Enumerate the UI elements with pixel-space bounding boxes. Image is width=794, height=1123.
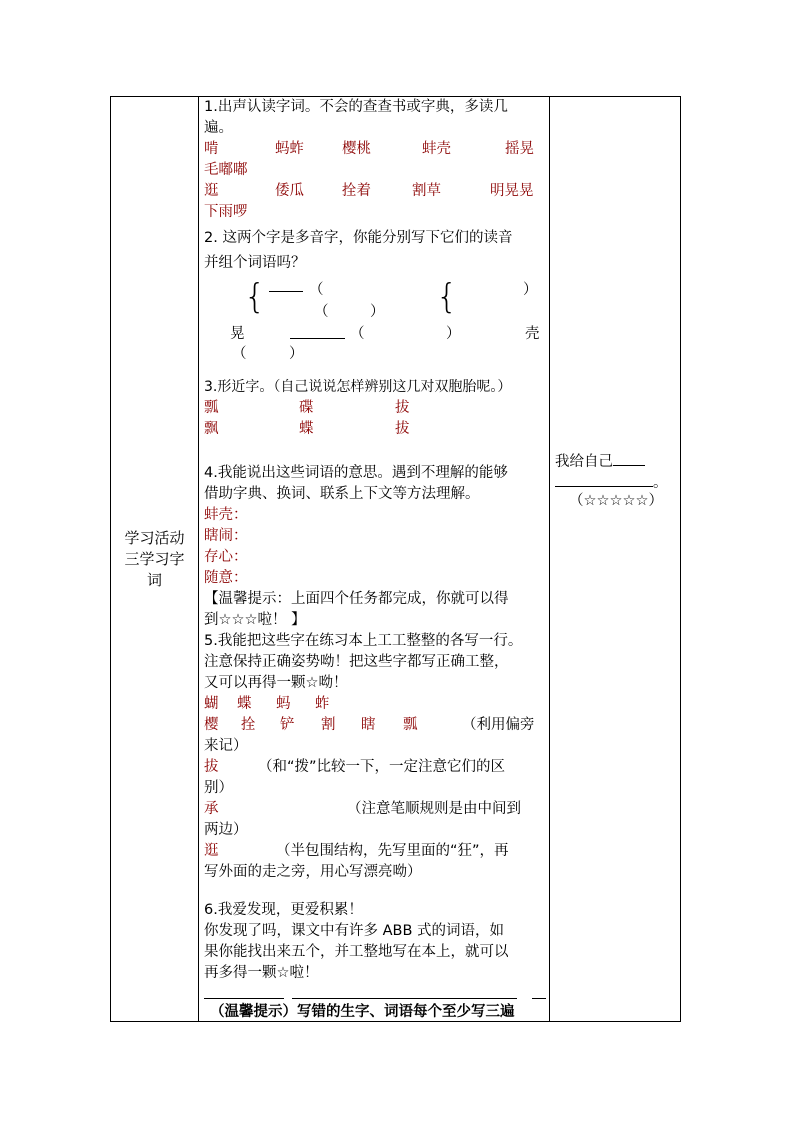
char: 蝶 — [237, 696, 252, 712]
self-evaluation-cell — [555, 449, 677, 512]
task-6-heading: 6.我爱发现，更爱积累！ — [204, 902, 363, 918]
char: 拔 — [204, 759, 219, 775]
answer-blank[interactable] — [269, 275, 303, 292]
char-row — [204, 757, 546, 778]
char: 割 — [321, 717, 336, 733]
task-2 — [204, 228, 546, 362]
char: 樱 — [204, 717, 219, 733]
close-paren: ） — [289, 346, 304, 362]
task-2-heading-cont: 并组个词语吗？ — [204, 255, 306, 271]
char-row — [204, 694, 546, 715]
open-paren: （ — [232, 346, 247, 362]
self-eval-blank[interactable] — [555, 470, 653, 487]
word: 割草 — [412, 183, 441, 199]
column-divider — [198, 97, 199, 1021]
word: 倭瓜 — [275, 183, 304, 199]
task-6-text: 再多得一颗☆啦！ — [204, 965, 319, 981]
task-5 — [204, 631, 546, 883]
word-row — [204, 419, 546, 440]
column-divider — [549, 97, 550, 1021]
word: 蝶 — [299, 421, 314, 437]
star-rating: （☆☆☆☆☆） — [569, 493, 663, 509]
close-paren: ） — [370, 304, 385, 320]
task-4-heading-cont: 借助字典、换词、联系上下文等方法理解。 — [204, 486, 480, 502]
word: 蚂蚱 — [275, 141, 304, 157]
char: 蚱 — [315, 696, 330, 712]
word: 蚌壳 — [422, 141, 451, 157]
char: 拴 — [241, 717, 256, 733]
word-row — [204, 139, 546, 160]
vocab-item: 蚌壳： — [204, 507, 248, 523]
self-eval-end: 。 — [653, 475, 668, 491]
word: 摇晃 — [505, 141, 534, 157]
open-paren: （ — [350, 326, 365, 342]
word: 拴着 — [342, 183, 371, 199]
answer-line — [204, 998, 284, 999]
word-row — [204, 398, 546, 419]
self-eval-line — [555, 449, 677, 470]
vocab-item: 随意： — [204, 570, 248, 586]
tip-text: 到☆☆☆啦！ 】 — [204, 612, 306, 628]
self-eval-line — [555, 470, 677, 491]
open-paren: （ — [309, 282, 324, 298]
word: 碟 — [299, 400, 314, 416]
self-eval-text: 我给自己 — [555, 454, 613, 470]
char-note: （利用偏旁 — [462, 717, 535, 733]
char-note: （和“拨”比较一下，一定注意它们的区 — [258, 759, 506, 775]
task-3-heading: 3.形近字。（自己说说怎样辨别这几对双胞胎呢。） — [204, 379, 512, 395]
close-paren: ） — [446, 326, 461, 342]
word: 拔 — [395, 421, 410, 437]
word: 啃 — [204, 141, 219, 157]
close-paren: ） — [523, 282, 538, 298]
char-note: 两边） — [204, 822, 248, 838]
vocab-item: 存心： — [204, 549, 248, 565]
word: 逛 — [204, 183, 219, 199]
word: 拔 — [395, 400, 410, 416]
task-4 — [204, 463, 546, 631]
word-row — [204, 181, 546, 202]
task-5-heading: 5.我能把这些字在练习本上工工整整的各写一行。 — [204, 633, 523, 649]
final-reminder: （温馨提示）写错的生字、词语每个至少写三遍 — [210, 1004, 515, 1020]
task-6-text: 果你能找出来五个，并工整地写在本上，就可以 — [204, 944, 509, 960]
char: 瞎 — [361, 717, 376, 733]
char-note: （半包围结构，先写里面的“狂”，再 — [276, 843, 509, 859]
polyphone-char: 壳 — [525, 326, 540, 342]
char: 蝴 — [204, 696, 219, 712]
task-4-heading: 4.我能说出这些词语的意思。遇到不理解的能够 — [204, 465, 508, 481]
char: 瓢 — [403, 717, 418, 733]
answer-line — [532, 998, 546, 999]
char: 承 — [204, 801, 219, 817]
char: 逛 — [204, 843, 219, 859]
char: 铲 — [280, 717, 295, 733]
word: 毛嘟嘟 — [204, 162, 248, 178]
char-note: 别） — [204, 780, 233, 796]
self-eval-blank[interactable] — [613, 449, 645, 466]
activity-table — [110, 96, 681, 1022]
char-note: 写外面的走之旁，用心写漂亮呦） — [204, 864, 422, 880]
answer-line — [292, 998, 517, 999]
char-row — [204, 841, 546, 862]
word: 瓢 — [204, 400, 219, 416]
task-5-heading-cont: 又可以再得一颗☆呦！ — [204, 675, 348, 691]
char-row — [204, 799, 546, 820]
polyphone-char: 晃 — [230, 326, 245, 342]
word: 樱桃 — [342, 141, 371, 157]
char-note: 来记） — [204, 738, 248, 754]
brace-icon: { — [244, 277, 266, 317]
task-1-heading: 1.出声认读字词。不会的查查书或字典，多读几 — [204, 99, 508, 115]
word: 明晃晃 — [490, 183, 534, 199]
task-5-heading-cont: 注意保持正确姿势呦！把这些字都写正确工整， — [204, 654, 509, 670]
word: 飘 — [204, 421, 219, 437]
task-1-heading-cont: 遍。 — [204, 120, 233, 136]
task-1 — [204, 97, 546, 223]
task-6 — [204, 900, 546, 984]
char-row — [204, 715, 546, 736]
tip-text: 【温馨提示：上面四个任务都完成，你就可以得 — [204, 591, 509, 607]
word: 下雨啰 — [204, 204, 248, 220]
activity-label-cell — [111, 97, 198, 1021]
task-2-heading: 2. 这两个字是多音字，你能分别写下它们的读音 — [204, 230, 513, 246]
task-6-text: 你发现了吗，课文中有许多 ABB 式的词语，如 — [204, 923, 505, 939]
activity-label: 学习活动三学习字词 — [124, 528, 185, 589]
task-3 — [204, 377, 546, 440]
char: 蚂 — [276, 696, 291, 712]
vocab-item: 瞎闹： — [204, 528, 248, 544]
answer-blank[interactable] — [290, 322, 345, 339]
open-paren: （ — [314, 304, 329, 320]
char-note: （注意笔顺规则是由中间到 — [347, 801, 521, 817]
brace-icon: { — [436, 277, 458, 317]
